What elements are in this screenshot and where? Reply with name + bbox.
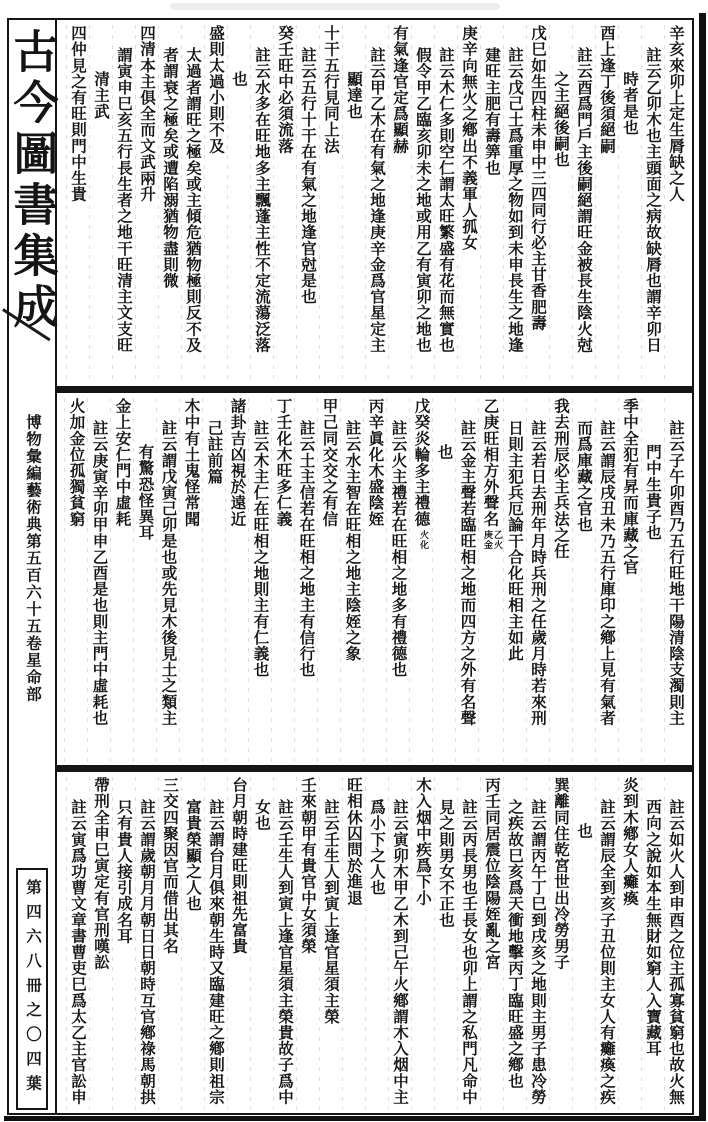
text-column: 富貴榮顯之人也 <box>181 777 204 1110</box>
text-column: 註云木主仁在旺相之地則主有仁義也 <box>248 398 271 762</box>
text-column: 時者是也 <box>618 25 641 383</box>
text-column: 金上安仁門中虛耗 <box>110 398 133 762</box>
text-column: 註云子午卯酉乃五行旺地干陽清陰支濁則主 <box>664 398 687 762</box>
text-column: 十干五行見同上法 <box>319 25 342 383</box>
text-column: 註云庚寅辛卯甲申乙酉是也則主門中虛耗也 <box>87 398 110 762</box>
text-column: 註云謂台月俱來朝生時又臨建旺之鄕則祖宗 <box>204 777 227 1110</box>
text-column: 而爲庫藏之官也 <box>572 398 595 762</box>
book-title: 古今圖書集成 <box>6 28 57 334</box>
text-column: 癸壬旺中必須流落 <box>273 25 296 383</box>
text-column: 丙辛眞化木盛陰姪 <box>363 398 386 762</box>
text-column: 四清本主俱全而文武兩升 <box>135 25 158 383</box>
text-column: 之疾故巳亥爲天衝地擊丙丁臨旺盛之鄕也 <box>503 777 526 1110</box>
text-column: 太過者謂旺之極矣或主傾危猶物極則反不及 <box>181 25 204 383</box>
text-column: 註云水多在旺地多主飄蓬主性不定流蕩泛落 <box>250 25 273 383</box>
text-column: 註云謂戊寅己卯是也或先見木後見土之類主 <box>156 398 179 762</box>
text-column: 註云謂辰戌丑未乃五行庫印之鄕上見有氣者 <box>595 398 618 762</box>
text-column: 註云金主聲若臨旺相之地而四方之外有名聲 <box>455 398 478 762</box>
text-column: 註云寅卯木甲乙木到己午火鄕謂木入烟中主 <box>388 777 411 1110</box>
text-column: 己註前篇 <box>202 398 225 762</box>
content-area <box>57 20 692 1113</box>
text-column: 季中全犯有昇而庫藏之官 <box>618 398 641 762</box>
page-frame <box>7 18 694 1115</box>
volume-label: 博物彙編藝術典第五百六十五卷星命部 <box>24 414 41 703</box>
text-column: 註云甲乙木在有氣之地逢庚辛金爲官星定主 <box>365 25 388 383</box>
text-column: 我去刑辰必主兵法之任 <box>549 398 572 762</box>
text-column: 註云謂辰全到亥子丑位則主女人有癱瘓之疾 <box>595 777 618 1110</box>
text-band-middle <box>57 393 692 765</box>
text-column: 巽離同住乾宮世出冷勞男子 <box>549 777 572 1110</box>
band-divider <box>57 765 692 772</box>
text-column: 旺相休囚問於進退 <box>342 777 365 1110</box>
text-column: 也 <box>432 398 455 762</box>
scan-smudge <box>170 3 500 10</box>
text-column: 註云壬生人到寅上逢官星須主榮 <box>319 777 342 1110</box>
text-column: 建旺主肥有壽筭也 <box>480 25 503 383</box>
page-bottom-bar <box>4 1116 705 1121</box>
band-divider <box>57 386 692 393</box>
text-column: 酉上逢丁後須絕嗣 <box>595 25 618 383</box>
text-column: 有驚恐怪異耳 <box>133 398 156 762</box>
text-column: 註云若日去刑年月時兵刑之任歲月時若來刑 <box>526 398 549 762</box>
text-column: 之主絕後嗣也 <box>549 25 572 383</box>
text-column: 顯達也 <box>342 25 365 383</box>
text-column: 註云寅爲功曹文章書曹吏巳爲太乙主官訟申 <box>66 777 89 1110</box>
text-column: 也 <box>227 25 250 383</box>
text-column: 壬來朝甲有貴官中女須榮 <box>296 777 319 1110</box>
text-column: 也 <box>572 777 595 1110</box>
text-column: 註云戊己土爲重厚之物如到未申長生之地逢 <box>503 25 526 383</box>
text-column: 戊癸炎輪多主禮德火化 <box>409 398 432 762</box>
text-column: 註云丙長男也壬長女也卯上謂之私門凡命中 <box>457 777 480 1110</box>
text-column: 門中生貴子也 <box>641 398 664 762</box>
text-column: 丁壬化木旺多仁義 <box>271 398 294 762</box>
text-column: 女也 <box>250 777 273 1110</box>
text-column: 爲小下之人也 <box>365 777 388 1110</box>
text-column: 甲己同交交之有信 <box>317 398 340 762</box>
text-column: 註云壬生人到寅上逢官星須主榮貴故子爲中 <box>273 777 296 1110</box>
text-column: 帶刑全申巳寅定有官刑嘆訟 <box>89 777 112 1110</box>
text-column: 註云水主智在旺相之地主陰姪之象 <box>340 398 363 762</box>
text-column: 謂寅申巳亥五行長生者之地干旺清主文支旺 <box>112 25 135 383</box>
text-column: 有氣逢官定爲顯赫 <box>388 25 411 383</box>
binding-edge-bar <box>699 13 706 1121</box>
text-column: 註云木仁多則空仁謂太旺繁盛有花而無實也 <box>434 25 457 383</box>
text-column: 乙庚旺相方外聲名乙火庚金 <box>478 398 503 762</box>
text-column: 註云乙卯木也主頭面之病故缺脣也謂辛卯日 <box>641 25 664 383</box>
text-band-bottom <box>57 772 692 1113</box>
text-column: 四仲見之有旺則門中生貴 <box>66 25 89 383</box>
text-band-top <box>57 20 692 386</box>
text-column: 諸卦吉凶視於遠近 <box>225 398 248 762</box>
text-column: 註云謂歲朝月月朝日日朝時互官鄕祿馬朝拱 <box>135 777 158 1110</box>
text-column: 註云如火人到申酉之位主孤寡貧窮也故火無 <box>664 777 687 1110</box>
text-column: 三交四聚因官而借出其名 <box>158 777 181 1110</box>
text-column: 者謂衰之極矣或遭陷溺猶物盡則微 <box>158 25 181 383</box>
inline-annotation: 乙火庚金 <box>483 529 503 550</box>
text-column: 見之則男女不正也 <box>434 777 457 1110</box>
text-column: 辛亥來卯上定生脣缺之人 <box>664 25 687 383</box>
page-number-box: 第四六八冊之〇四葉 <box>16 868 48 1111</box>
text-column: 日則主犯兵厄論干合化旺相主如此 <box>503 398 526 762</box>
text-column: 火加金位孤獨貧窮 <box>64 398 87 762</box>
text-column: 註云五行十干在有氣之地逢官尅是也 <box>296 25 319 383</box>
inline-annotation: 火化 <box>419 529 429 550</box>
text-column: 註云謂丙午丁巳到戌亥之地則主男子患冷勞 <box>526 777 549 1110</box>
text-column: 只有貴人接引成名耳 <box>112 777 135 1110</box>
text-column: 註云土主信若在旺相之地主有信行也 <box>294 398 317 762</box>
text-column: 木中有土鬼怪常聞 <box>179 398 202 762</box>
text-column: 盛則太過小則不及 <box>204 25 227 383</box>
text-column: 木入烟中疾爲下小 <box>411 777 434 1110</box>
text-column: 丙壬同居震位陰陽姪亂之宮 <box>480 777 503 1110</box>
text-column: 台月朝時建旺則祖先富貴 <box>227 777 250 1110</box>
text-column: 註云火主禮若在旺相之地多有禮德也 <box>386 398 409 762</box>
text-column: 西向之說如本生無財如窮人入寶藏耳 <box>641 777 664 1110</box>
text-column: 庚辛向無火之鄕出不義軍人孤女 <box>457 25 480 383</box>
text-column: 註云酉爲門戶主後嗣絕謂旺金被長生陰火尅 <box>572 25 595 383</box>
text-column: 清主武 <box>89 25 112 383</box>
text-column: 炎到木鄕女人癱瘓 <box>618 777 641 1110</box>
text-column: 戊巳如生四柱未申中三四同行必主甘香肥壽 <box>526 25 549 383</box>
spine-strip <box>6 20 57 1113</box>
text-column: 假令甲乙臨亥卯未之地或用乙有寅卯之地也 <box>411 25 434 383</box>
